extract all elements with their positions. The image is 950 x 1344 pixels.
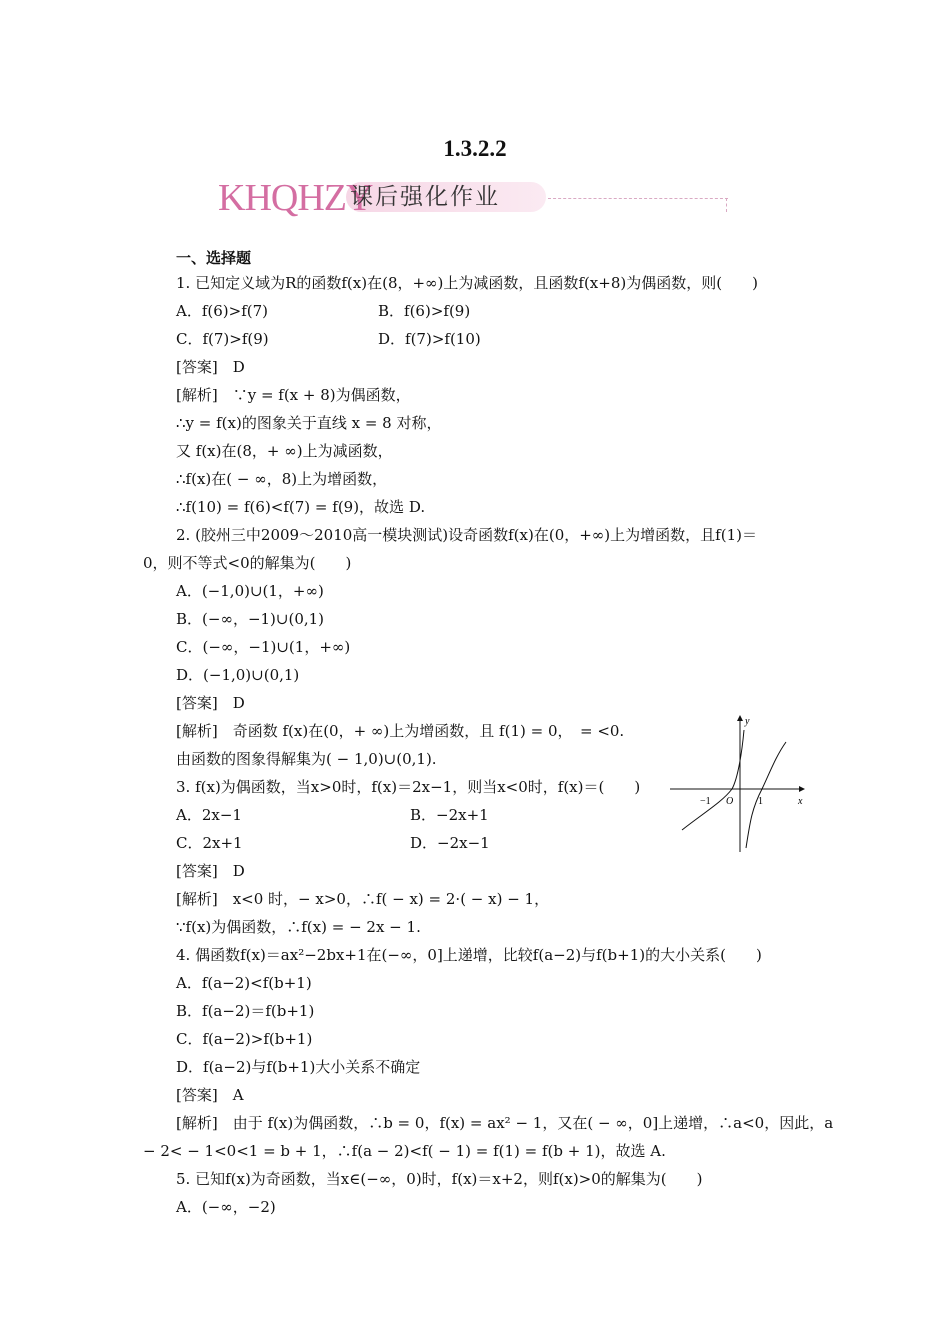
q1-option-c: C．f(7)>f(9) [176, 330, 269, 348]
q3-option-d: D．−2x−1 [410, 834, 490, 852]
question-2: 2. (胶州三中2009～2010高一模块测试)设奇函数f(x)在(0，+∞)上为增函数，且f(1)＝ [176, 526, 757, 544]
q4-analysis-line: [解析] 由于 f(x)为偶函数，∴b = 0，f(x) = ax² − 1，又在( − ∞，0]上递增，∴a<0，因此，a [176, 1114, 834, 1132]
banner-divider-tick [726, 198, 727, 212]
q3-option-b: B．−2x+1 [410, 806, 489, 824]
q4-option-a: A．f(a−2)<f(b+1) [176, 974, 312, 992]
banner-code: KHQHZY [218, 177, 373, 219]
q2-answer: [答案] D [176, 694, 245, 712]
tick-label-neg1: −1 [700, 796, 711, 807]
q3-analysis-line: [解析] x<0 时，− x>0，∴f( − x) = 2·( − x) − 1， [176, 890, 550, 908]
q1-analysis-line: 又 f(x)在(8，+ ∞)上为减函数， [176, 442, 393, 460]
q1-analysis-line: ∴f(x)在( − ∞，8)上为增函数， [176, 470, 388, 488]
q1-analysis-line: ∴y = f(x)的图象关于直线 x = 8 对称， [176, 414, 442, 432]
section-banner [218, 176, 738, 220]
q4-option-b: B．f(a−2)＝f(b+1) [176, 1002, 315, 1020]
question-2-cont: 0，则不等式<0的解集为( ) [143, 554, 352, 572]
q1-option-b: B．f(6)>f(9) [378, 302, 471, 320]
x-label: x [798, 796, 803, 807]
tick-label-1: 1 [758, 796, 763, 807]
q1-option-d: D．f(7)>f(10) [378, 330, 481, 348]
question-1: 1. 已知定义域为R的函数f(x)在(8，+∞)上为减函数，且函数f(x+8)为偶函数，则( ) [176, 274, 758, 292]
q3-option-c: C．2x+1 [176, 834, 243, 852]
q2-option-c: C．(−∞，−1)∪(1，+∞) [176, 638, 351, 656]
question-4: 4. 偶函数f(x)＝ax²−2bx+1在(−∞，0]上递增，比较f(a−2)与f(b+1)的大小关系( ) [176, 946, 762, 964]
q4-option-c: C．f(a−2)>f(b+1) [176, 1030, 313, 1048]
q2-option-d: D．(−1,0)∪(0,1) [176, 666, 300, 684]
q3-answer: [答案] D [176, 862, 245, 880]
q2-option-b: B．(−∞，−1)∪(0,1) [176, 610, 325, 628]
function-graph [670, 712, 810, 854]
q1-option-a: A．f(6)>f(7) [176, 302, 268, 320]
curve-right [746, 742, 786, 848]
q4-option-d: D．f(a−2)与f(b+1)大小关系不确定 [176, 1058, 421, 1076]
q4-answer: [答案] A [176, 1086, 244, 1104]
question-5: 5. 已知f(x)为奇函数，当x∈(−∞，0)时，f(x)＝x+2，则f(x)>0的解集为( ) [176, 1170, 703, 1188]
y-label: y [745, 716, 750, 727]
q1-answer: [答案] D [176, 358, 245, 376]
banner-divider [548, 198, 728, 199]
section-heading: 一、选择题 [176, 249, 252, 267]
question-3: 3. f(x)为偶函数，当x>0时，f(x)＝2x−1，则当x<0时，f(x)＝( ) [176, 778, 641, 796]
q2-analysis-line: 由函数的图象得解集为( − 1,0)∪(0,1). [176, 750, 437, 768]
q2-analysis-line: [解析] 奇函数 f(x)在(0，+ ∞)上为增函数，且 f(1) = 0， = <0. [176, 722, 625, 740]
q4-analysis-line: − 2< − 1<0<1 = b + 1，∴f(a − 2)<f( − 1) = f(1) = f(b + 1)，故选 A. [143, 1142, 666, 1160]
q1-analysis-line: [解析] ∵y = f(x + 8)为偶函数， [176, 386, 411, 404]
banner-text: 课后强化作业 [350, 184, 500, 210]
q5-option-a: A．(−∞，−2) [176, 1198, 276, 1216]
origin-label: O [726, 796, 734, 807]
q2-option-a: A．(−1,0)∪(1，+∞) [176, 582, 324, 600]
curve-left [682, 730, 744, 830]
q3-analysis-line: ∵f(x)为偶函数，∴f(x) = − 2x − 1. [176, 918, 421, 936]
q1-analysis-line: ∴f(10) = f(6)<f(7) = f(9)，故选 D. [176, 498, 426, 516]
q3-option-a: A．2x−1 [176, 806, 242, 824]
page-title: 1.3.2.2 [443, 136, 507, 161]
